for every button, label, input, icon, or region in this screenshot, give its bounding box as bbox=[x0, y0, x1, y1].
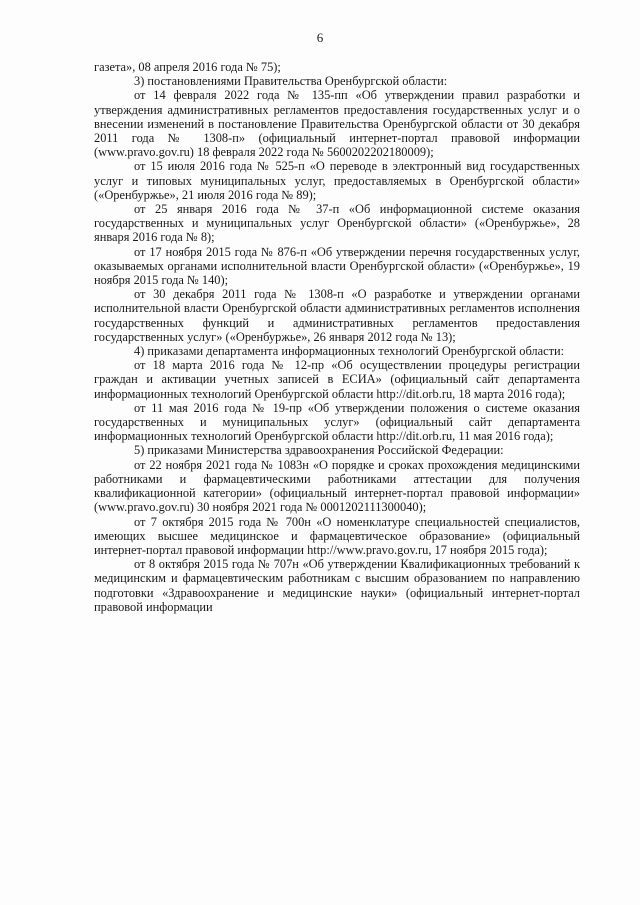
paragraph-order-12pr: от 18 марта 2016 года № 12-пр «Об осуществлении процедуры регистрации граждан и активации учетных записей в ЕСИА» (официальный сайт департамента информационных технологий Оренбургской области http://dit.orb.ru, 18 марта 2016 года); bbox=[94, 358, 580, 401]
paragraph-order-700n: от 7 октября 2015 года № 700н «О номенклатуре специальностей специалистов, имеющих высшее медицинское и фармацевтическое образование» (официальный интернет-портал правовой информации http://www.pravo.gov.ru, 17 ноября 2015 года); bbox=[94, 514, 580, 557]
page-number: 6 bbox=[316, 30, 324, 45]
paragraph-decree-876p: от 17 ноября 2015 года № 876-п «Об утверждении перечня государственных услуг, оказываемых органами исполнительной власти Оренбургской области» («Оренбуржье», 19 ноября 2015 года № 140); bbox=[94, 244, 580, 288]
list-heading-government-decrees: 3) постановлениями Правительства Оренбургской области: bbox=[134, 74, 448, 89]
paragraph-decree-135pp: от 14 февраля 2022 года № 135-пп «Об утверждении правил разработки и утверждения административных регламентов предоставления государственных услуг и о внесении изменений в постановление Правительства Оренбургской области от 30 декабря 2011 года № 1308-п» (официальный интернет-портал правовой информации (www.pravo.gov.ru) 18 февраля 2022 года № 5600202202180009); bbox=[94, 88, 580, 160]
paragraph-decree-525p: от 15 июля 2016 года № 525-п «О переводе в электронный вид государственных услуг и типовых муниципальных услуг, предоставляемых в Оренбургской области» («Оренбуржье», 21 июля 2016 года № 89); bbox=[94, 159, 580, 202]
paragraph-order-707n: от 8 октября 2015 года № 707н «Об утверждении Квалификационных требований к медицинским и фармацевтическим работникам с высшим образованием по направлению подготовки «Здравоохранение и медицинские науки» (официальный интернет-портал правовой информации bbox=[94, 557, 580, 614]
paragraph-order-19pr: от 11 мая 2016 года № 19-пр «Об утверждении положения о системе оказания государственных и муниципальных услуг» (официальный сайт департамента информационных технологий Оренбургской области http://dit.orb.ru, 11 мая 2016 года); bbox=[94, 400, 580, 444]
document-body bbox=[94, 60, 580, 614]
list-heading-it-department-orders: 4) приказами департамента информационных технологий Оренбургской области: bbox=[134, 344, 565, 359]
paragraph-order-1083n: от 22 ноября 2021 года № 1083н «О порядке и сроках прохождения медицинскими работниками и фармацевтическими работниками аттестации для получения квалификационной категории» (официальный интернет-портал правовой информации» (www.pravo.gov.ru) 30 ноября 2021 года № 0001202111300040); bbox=[94, 457, 580, 515]
list-heading-health-ministry-orders: 5) приказами Министерства здравоохранения Российской Федерации: bbox=[134, 443, 504, 458]
paragraph-1: газета», 08 апреля 2016 года № 75); bbox=[94, 60, 281, 74]
paragraph-decree-37p: от 25 января 2016 года № 37-п «Об информационной системе оказания государственных и муниципальных услуг Оренбургской области» («Оренбуржье», 28 января 2016 года № 8); bbox=[94, 202, 580, 245]
paragraph-decree-1308p: от 30 декабря 2011 года № 1308-п «О разработке и утверждении органами исполнительной власти Оренбургской области административных регламентов исполнения государственных функций и административных регламентов предоставления государственных услуг» («Оренбуржье», 26 января 2012 года № 13); bbox=[94, 287, 580, 344]
